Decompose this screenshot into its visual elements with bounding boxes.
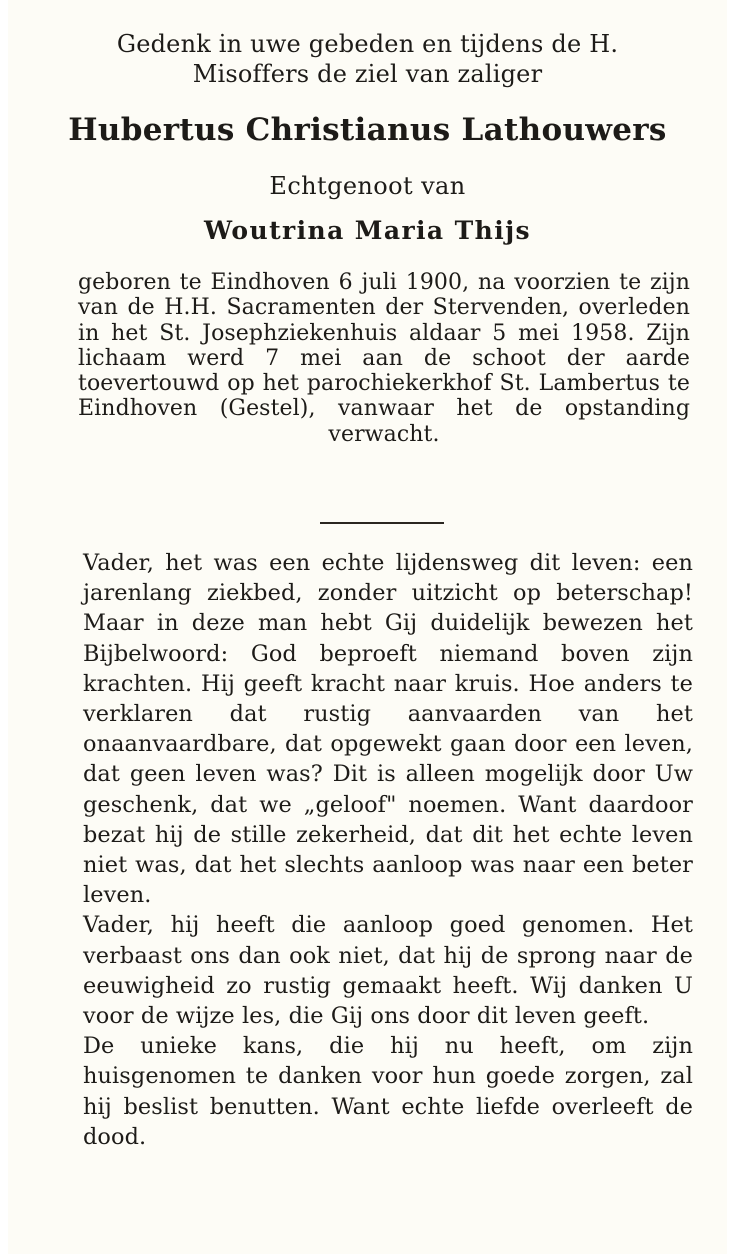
opening-line-2: Misoffers de ziel van zaliger	[192, 60, 543, 88]
tribute-paragraph: Vader, het was een echte lijdensweg dit leven: een jarenlang ziekbed, zonder uitzicht op beterschap! Maar in deze man hebt Gij duidelijk bewezen het Bijbelwoord: God beproeft niemand boven zijn krachten. Hij geeft kracht naar kruis. Hoe anders te verklaren dat rustig aanvaarden van het onaanvaardbare, dat opgewekt gaan door een leven, dat geen leven was? Dit is alleen mogelijk door Uw geschenk, dat we „geloof" noemen. Want daardoor bezat hij de stille zekerheid, dat dit het echte leven niet was, dat het slechts aanloop was naar een beter leven.	[83, 550, 693, 909]
memorial-card	[8, 0, 727, 1254]
deceased-name: Hubertus Christianus Lathouwers	[68, 112, 667, 148]
tribute-text	[83, 548, 693, 1152]
spouse-intro: Echtgenoot van	[269, 172, 466, 200]
biography-paragraph: geboren te Eindhoven 6 juli 1900, na voorzien te zijn van de H.H. Sacramenten der Stervenden, overleden in het St. Josephziekenhuis aldaar 5 mei 1958. Zijn lichaam werd 7 mei aan de schoot der aarde toevertouwd op het parochiekerkhof St. Lambertus te Eindhoven (Gestel), vanwaar het de opstanding verwacht.	[78, 270, 690, 447]
tribute-paragraph: De unieke kans, die hij nu heeft, om zijn huisgenomen te danken voor hun goede zorgen, zal hij beslist benutten. Want echte liefde overleeft de dood.	[83, 1033, 693, 1150]
opening-line-1: Gedenk in uwe gebeden en tijdens de H.	[116, 30, 619, 58]
spouse-name: Woutrina Maria Thijs	[203, 216, 532, 245]
section-divider	[320, 522, 444, 524]
tribute-paragraph: Vader, hij heeft die aanloop goed genomen. Het verbaast ons dan ook niet, dat hij de sprong naar de eeuwigheid zo rustig gemaakt heeft. Wij danken U voor de wijze les, die Gij ons door dit leven geeft.	[83, 912, 693, 1030]
